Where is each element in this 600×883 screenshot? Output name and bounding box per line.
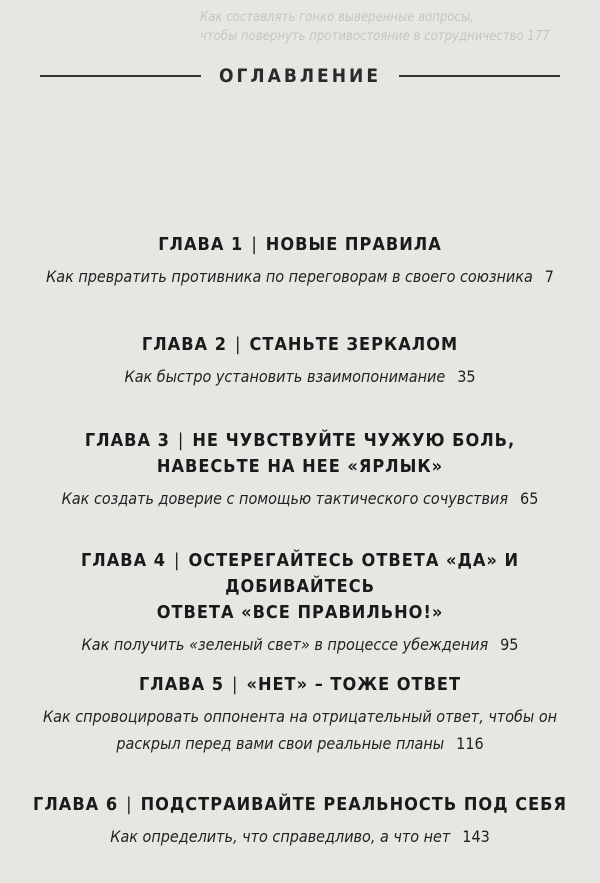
toc-entry-chapter-1 xyxy=(20,232,580,289)
chapter-subtitle-line-2: раскрыл перед вами свои реальные планы 116 xyxy=(116,734,484,753)
page-number: 7 xyxy=(544,267,554,286)
chapter-title: ГЛАВА 5 | «НЕТ» – ТОЖЕ ОТВЕТ xyxy=(138,674,462,695)
page-title: ОГЛАВЛЕНИЕ xyxy=(218,65,382,87)
toc-entry-chapter-4 xyxy=(20,548,580,657)
chapter-title: ГЛАВА 1 | НОВЫЕ ПРАВИЛА xyxy=(158,234,442,255)
toc-entry-chapter-5 xyxy=(20,672,580,756)
chapter-subtitle: Как превратить противника по переговорам в своего союзника 7 xyxy=(46,267,554,286)
toc-entry-chapter-6 xyxy=(20,792,580,849)
show-through-text: Как составлять гонко выверенные вопросы, чтобы повернуть противостояние в сотрудничество 177 xyxy=(200,10,550,44)
chapter-title-line-2: НАВЕСЬТЕ НА НЕЕ «ЯРЛЫК» xyxy=(156,456,444,477)
chapter-subtitle: Как создать доверие с помощью тактического сочувствия 65 xyxy=(61,489,539,508)
right-rule xyxy=(399,75,560,77)
chapter-subtitle: Как спровоцировать оппонента на отрицательный ответ, чтобы он xyxy=(42,707,558,726)
left-rule xyxy=(40,75,201,77)
chapter-title: ГЛАВА 3 | НЕ ЧУВСТВУЙТЕ ЧУЖУЮ БОЛЬ, xyxy=(84,430,516,451)
chapter-subtitle: Как быстро установить взаимопонимание 35 xyxy=(124,367,476,386)
chapter-subtitle: Как получить «зеленый свет» в процессе убеждения 95 xyxy=(81,635,519,654)
toc-entry-chapter-3 xyxy=(20,428,580,511)
chapter-title: ГЛАВА 4 | ОСТЕРЕГАЙТЕСЬ ОТВЕТА «ДА» И ДОБИВАЙТЕСЬ xyxy=(80,550,520,597)
page-number: 65 xyxy=(520,489,539,508)
page-number: 143 xyxy=(462,827,490,846)
toc-entry-chapter-2 xyxy=(20,332,580,389)
chapter-title-line-2: ОТВЕТА «ВСЕ ПРАВИЛЬНО!» xyxy=(156,602,444,623)
toc-header xyxy=(40,62,560,90)
page-number: 95 xyxy=(500,635,519,654)
chapter-title: ГЛАВА 6 | ПОДСТРАИВАЙТЕ РЕАЛЬНОСТЬ ПОД СЕБЯ xyxy=(33,794,567,815)
chapter-title: ГЛАВА 2 | СТАНЬТЕ ЗЕРКАЛОМ xyxy=(141,334,459,355)
page-number: 116 xyxy=(456,734,484,753)
page-number: 35 xyxy=(457,367,476,386)
chapter-subtitle: Как определить, что справедливо, а что нет 143 xyxy=(110,827,490,846)
